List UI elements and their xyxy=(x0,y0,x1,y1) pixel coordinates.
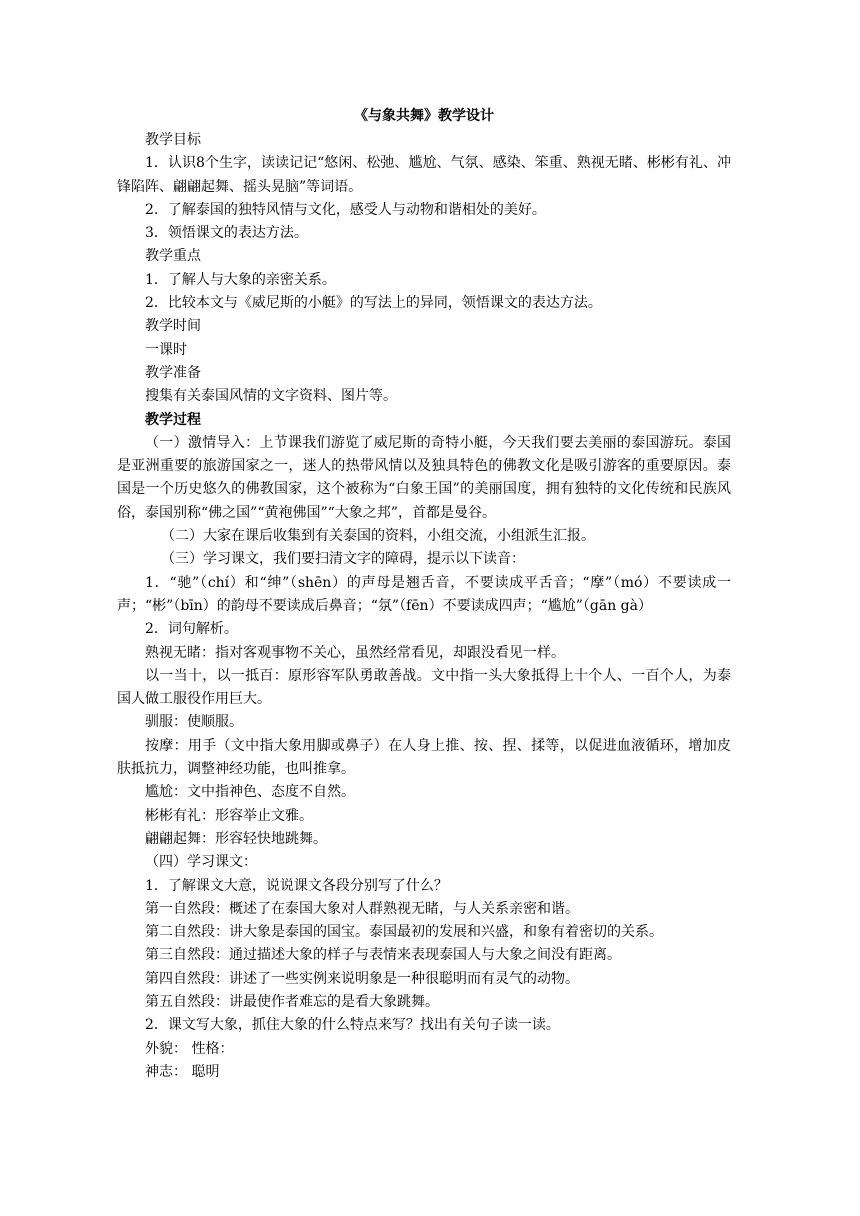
word-definition: 翩翩起舞：形容轻快地跳舞。 xyxy=(145,830,327,847)
process-step-4-question-1: 1．了解课文大意，说说课文各段分别写了什么？ xyxy=(145,877,448,894)
key-point-1: 1．了解人与大象的亲密关系。 xyxy=(145,271,336,288)
paragraph-summary: 第二自然段：讲大象是泰国的国宝。泰国最初的发展和兴盛，和象有着密切的关系。 xyxy=(145,924,663,941)
heading-teaching-prep: 教学准备 xyxy=(145,364,201,381)
paragraph-summary: 第一自然段：概述了在泰国大象对人群熟视无睹，与人关系亲密和谐。 xyxy=(145,900,579,917)
word-definition: 驯服：使顺服。 xyxy=(145,714,243,731)
goal-item-2: 2．了解泰国的独特风情与文化，感受人与动物和谐相处的美好。 xyxy=(145,201,546,218)
word-analysis-heading: 2．词句解析。 xyxy=(145,621,238,638)
heading-teaching-time: 教学时间 xyxy=(145,318,201,335)
goal-item-1: 1．认识8个生字，读读记记“悠闲、松弛、尴尬、气氛、感染、笨重、熟视无睹、彬彬有礼、冲锋陷阵、翩翩起舞、摇头晃脑”等词语。 xyxy=(117,155,731,195)
teaching-prep-value: 搜集有关泰国风情的文字资料、图片等。 xyxy=(145,388,397,405)
process-step-4-question-2: 2．课文写大象，抓住大象的什么特点来写？找出有关句子读一读。 xyxy=(145,1017,560,1034)
pronunciation-note: 1．“驰”（chí）和“绅”（shēn）的声母是翘舌音，不要读成平舌音；“摩”（mó）不要读成一声；“彬”（bīn）的韵母不要读成后鼻音；“氛”（fēn）不要读成四声；“尴尬”（gān gà） xyxy=(117,574,731,614)
word-definition: 尴尬：文中指神色、态度不自然。 xyxy=(145,784,355,801)
paragraph-summary: 第五自然段：讲最使作者难忘的是看大象跳舞。 xyxy=(145,993,439,1010)
heading-teaching-goals: 教学目标 xyxy=(145,132,201,148)
trait-line-2: 神志： 聪明 xyxy=(145,1063,220,1080)
heading-teaching-process: 教学过程 xyxy=(145,411,201,428)
trait-line-1: 外貌： 性格： xyxy=(145,1040,234,1057)
key-point-2: 2．比较本文与《威尼斯的小艇》的写法上的异同，领悟课文的表达方法。 xyxy=(145,295,602,312)
process-step-2: （二）大家在课后收集到有关泰国的资料，小组交流，小组派生汇报。 xyxy=(161,528,595,545)
paragraph-summary: 第三自然段：通过描述大象的样子与表情来表现泰国人与大象之间没有距离。 xyxy=(145,947,621,964)
word-definition: 以一当十，以一抵百：原形容军队勇敢善战。文中指一头大象抵得上十个人、一百个人，为泰国人做工服役作用巨大。 xyxy=(117,667,731,708)
document-page xyxy=(117,104,731,1084)
paragraph-summary: 第四自然段：讲述了一些实例来说明象是一种很聪明而有灵气的动物。 xyxy=(145,970,579,987)
word-definition: 熟视无睹：指对客观事物不关心，虽然经常看见，却跟没看见一样。 xyxy=(145,644,565,661)
process-step-4: （四）学习课文： xyxy=(145,854,257,871)
process-step-1: （一）激情导入：上节课我们游览了威尼斯的奇特小艇，今天我们要去美丽的泰国游玩。泰国是亚洲重要的旅游国家之一，迷人的热带风情以及独具特色的佛教文化是吸引游客的重要原因。泰国是一个历史悠久的佛教国家，这个被称为“白象王国”的美丽国度，拥有独特的文化传统和民族风俗，泰国别称“佛之国”“黄袍佛国”“大象之邦”，首都是曼谷。 xyxy=(117,434,731,521)
word-definition: 按摩：用手（文中指大象用脚或鼻子）在人身上推、按、捏、揉等，以促进血液循环，增加皮肤抵抗力，调整神经功能，也叫推拿。 xyxy=(117,737,731,778)
process-step-3: （三）学习课文，我们要扫清文字的障碍，提示以下读音： xyxy=(161,551,525,568)
heading-key-points: 教学重点 xyxy=(145,248,201,265)
document-title: 《与象共舞》教学设计 xyxy=(354,108,494,124)
word-definition: 彬彬有礼：形容举止文雅。 xyxy=(145,807,313,824)
goal-item-3: 3．领悟课文的表达方法。 xyxy=(145,225,308,242)
teaching-time-value: 一课时 xyxy=(145,341,187,358)
